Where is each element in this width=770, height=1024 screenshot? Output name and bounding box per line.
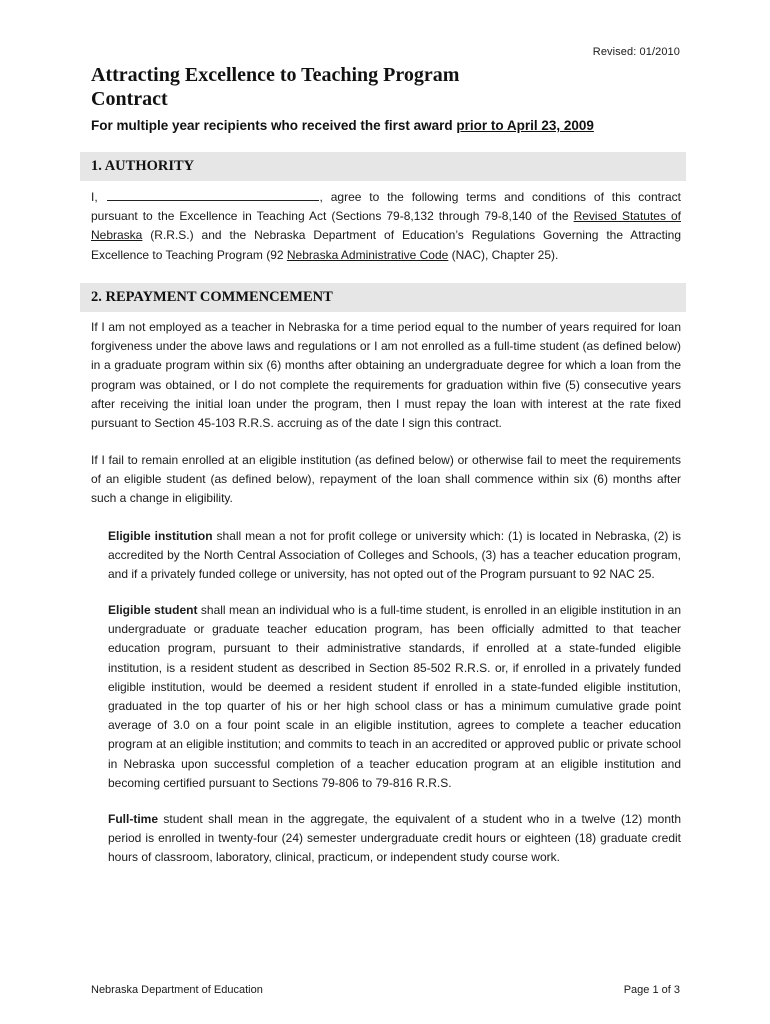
- title-line-2: Contract: [91, 88, 168, 110]
- authority-text-1: , agree to the following terms and conditions of this contract pursuant to the Excellence in Teaching Act (Sections 79-8,132 through 79-8,140 of the: [91, 190, 681, 224]
- section-title-repayment: 2. REPAYMENT COMMENCEMENT: [91, 289, 333, 305]
- footer-organization: Nebraska Department of Education: [91, 984, 263, 996]
- repayment-paragraph-1: If I am not employed as a teacher in Nebraska for a time period equal to the number of years required for loan forgiveness under the above laws and regulations or I am not enrolled as a full-time student (as defined below) in a graduate program within six (6) months after obtaining an undergraduate degree for which a loan from the program was obtained, or I do not complete the requirements for graduation within five (5) consecutive years after receiving the initial loan under the program, then I must repay the loan with interest at the rate fixed pursuant to Section 45-103 R.R.S. accruing as of the date I sign this contract.: [91, 320, 681, 431]
- document-subtitle: [91, 118, 594, 133]
- title-line-1: Attracting Excellence to Teaching Program: [91, 64, 460, 86]
- definition-eligible-institution: [108, 527, 681, 585]
- authority-text-3: (NAC), Chapter 25).: [448, 247, 559, 262]
- authority-paragraph: [91, 188, 681, 265]
- document-title: [91, 63, 691, 111]
- definition-text-eligible-student: shall mean an individual who is a full-time student, is enrolled in an eligible institution in an undergraduate or graduate teacher education program, has been officially admitted to that teacher education program, pursuant to their administrative standards, if enrolled at a state-funded eligible institution, is a resident student as described in Section 85-502 R.R.S. or, if enrolled in a privately funded eligible institution, would be deemed a resident student if enrolled in a state-funded eligible institution, graduated in the top quarter of his or her high school class or has a minimum cumulative grade point average of 3.0 on a four point scale in an eligible institution, agrees to complete a teacher education program at an eligible institution; and commits to teach in an accredited or approved public or private school in Nebraska upon successful completion of a teacher education program at an eligible institution and becoming certified pursuant to Sections 79-806 to 79-816 R.R.S.: [108, 603, 681, 790]
- page-number: Page 1 of 3: [623, 984, 680, 996]
- term-eligible-student: Eligible student: [108, 603, 198, 617]
- repayment-paragraph-2: If I fail to remain enrolled at an eligible institution (as defined below) or otherwise fail to meet the requirements of an eligible student (as defined below), repayment of the loan shall commence within six (6) months after such a change in eligibility.: [91, 453, 681, 506]
- definition-eligible-student: [108, 601, 681, 793]
- name-blank-line[interactable]: [107, 188, 319, 201]
- definition-text-eligible-institution: shall mean a not for profit college or university which: (1) is located in Nebraska, (2) is accredited by the North Central Association of Colleges and Schools, (3) has a teacher education program, and if a privately funded college or university, has not opted out of the Program pursuant to 92 NAC 25.: [108, 529, 681, 582]
- term-full-time: Full-time: [108, 812, 158, 826]
- definition-text-full-time: student shall mean in the aggregate, the equivalent of a student who in a twelve (12) month period is enrolled in twenty-four (24) semester undergraduate credit hours or eighteen (18) graduate credit hours of classroom, laboratory, clinical, practicum, or independent study course work.: [108, 812, 681, 865]
- revised-date: Revised: 01/2010: [592, 46, 680, 58]
- revised-statutes-reference: Revised Statutes of Nebraska: [91, 209, 681, 243]
- section-title-authority: 1. AUTHORITY: [91, 158, 195, 174]
- definition-full-time: [108, 810, 681, 868]
- term-eligible-institution: Eligible institution: [108, 529, 213, 543]
- section-heading-authority: [80, 152, 686, 181]
- subtitle-date: prior to April 23, 2009: [456, 118, 594, 133]
- authority-text-2: (R.R.S.) and the Nebraska Department of Education’s Regulations Governing the Attracting Excellence to Teaching Program (92: [91, 228, 681, 262]
- authority-prefix: I,: [91, 190, 106, 204]
- section-heading-repayment: [80, 283, 686, 312]
- nac-reference: Nebraska Administrative Code: [286, 247, 449, 262]
- subtitle-text: For multiple year recipients who received the first award: [91, 118, 457, 133]
